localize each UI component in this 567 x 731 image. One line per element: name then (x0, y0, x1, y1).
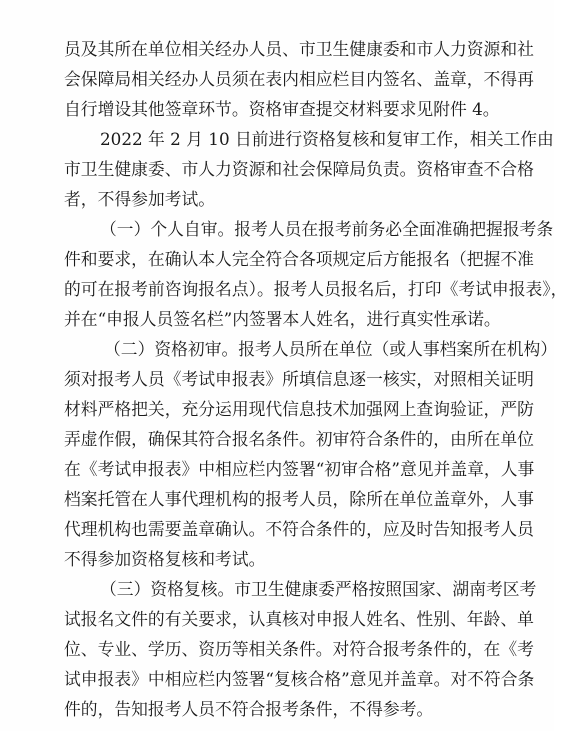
paragraph-line: 位、专业、学历、资历等相关条件。对符合报考条件的，在《考 (64, 639, 534, 659)
paragraph-line: （三）资格复核。市卫生健康委严格按照国家、湖南考区考 (100, 579, 537, 599)
paragraph-line: 2022 年 2 月 10 日前进行资格复核和复审工作，相关工作由 (100, 129, 554, 149)
paragraph-line: （二）资格初审。报考人员所在单位（或人事档案所在机构） (104, 339, 558, 359)
paragraph-line: 市卫生健康委、市人力资源和社会保障局负责。资格审查不合格 (64, 159, 534, 179)
paragraph-line: 试申报表》中相应栏内签署“复核合格”意见并盖章。对不符合条 (64, 669, 535, 689)
paragraph-line: 须对报考人员《考试申报表》所填信息逐一核实，对照相关证明 (64, 369, 534, 389)
paragraph-line: 材料严格把关，充分运用现代信息技术加强网上查询验证，严防 (64, 399, 534, 419)
paragraph-line: 在《考试申报表》中相应栏内签署“初审合格”意见并盖章，人事 (64, 459, 535, 479)
paragraph-line: 不得参加资格复核和考试。 (64, 549, 266, 569)
paragraph-line: 件和要求，在确认本人完全符合各项规定后方能报名（把握不准 (64, 249, 534, 269)
paragraph-line: 者，不得参加考试。 (64, 189, 216, 209)
paragraph-line: 并在“申报人员签名栏”内签署本人姓名，进行真实性承诺。 (64, 309, 501, 329)
paragraph-line: 会保障局相关经办人员须在表内相应栏目内签名、盖章，不得再 (64, 69, 534, 89)
paragraph-line: （一）个人自审。报考人员在报考前务必全面准确把握报考条 (100, 219, 554, 239)
paragraph-line: 员及其所在单位相关经办人员、市卫生健康委和市人力资源和社 (64, 39, 534, 59)
paragraph-line: 件的，告知报考人员不符合报考条件，不得参考。 (64, 699, 434, 719)
paragraph-line: 自行增设其他签章环节。资格审查提交材料要求见附件 4。 (64, 99, 500, 119)
paragraph-line: 档案托管在人事代理机构的报考人员，除所在单位盖章外，人事 (64, 489, 534, 509)
paragraph-line: 代理机构也需要盖章确认。不符合条件的，应及时告知报考人员 (64, 519, 534, 539)
paragraph-line: 弄虚作假，确保其符合报名条件。初审符合条件的，由所在单位 (64, 429, 534, 449)
paragraph-line: 的可在报考前咨询报名点）。报考人员报名后，打印《考试申报表》， (64, 279, 567, 299)
paragraph-line: 试报名文件的有关要求，认真核对申报人姓名、性别、年龄、单 (64, 609, 534, 629)
